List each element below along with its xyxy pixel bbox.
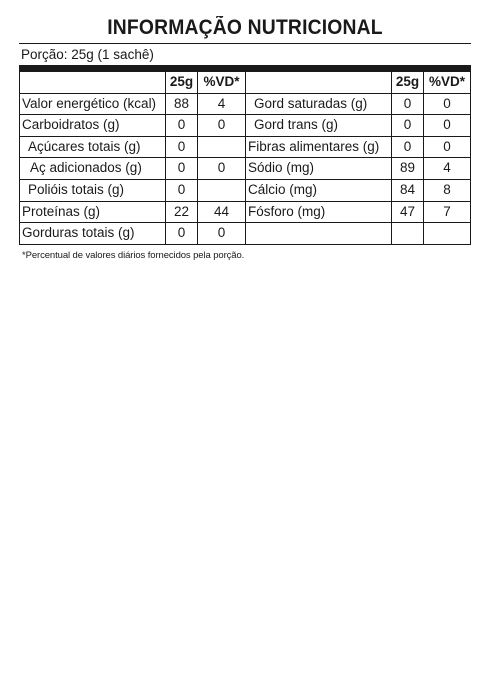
nutrient-name: Sódio (mg) (246, 158, 392, 179)
nutrient-vd (198, 180, 246, 201)
table-row (20, 94, 246, 116)
nutrient-vd: 8 (424, 180, 471, 201)
table-row (246, 202, 471, 224)
nutrient-name: Fibras alimentares (g) (246, 137, 392, 158)
nutrition-table-left (20, 72, 246, 245)
nutrient-name: Polióis totais (g) (20, 180, 166, 201)
nutrient-name: Cálcio (mg) (246, 180, 392, 201)
nutrient-vd: 7 (424, 202, 471, 223)
table-row (246, 223, 471, 245)
nutrient-name: Valor energético (kcal) (20, 94, 166, 115)
footnote: *Percentual de valores diários fornecidos pela porção. (22, 249, 245, 261)
nutrient-amount: 88 (166, 94, 198, 115)
nutrient-amount: 0 (166, 180, 198, 201)
table-row (20, 115, 246, 137)
table-header-row (246, 72, 471, 94)
nutrition-table-right (246, 72, 471, 245)
nutrient-amount: 0 (166, 115, 198, 136)
nutrient-vd: 0 (198, 158, 246, 179)
table-row (20, 202, 246, 224)
nutrient-amount (392, 223, 424, 244)
header-nutrient (246, 72, 392, 93)
nutrition-label (19, 14, 471, 261)
label-title: INFORMAÇÃO NUTRICIONAL (107, 16, 383, 39)
header-amount: 25g (166, 72, 198, 93)
nutrient-amount: 0 (392, 137, 424, 158)
nutrient-vd: 0 (424, 137, 471, 158)
nutrient-vd: 4 (424, 158, 471, 179)
nutrient-vd: 0 (198, 223, 246, 244)
nutrient-name: Aç adicionados (g) (20, 158, 166, 179)
nutrient-amount: 22 (166, 202, 198, 223)
nutrient-vd: 0 (424, 94, 471, 115)
table-row (20, 223, 246, 245)
nutrient-vd: 44 (198, 202, 246, 223)
nutrient-vd: 0 (424, 115, 471, 136)
nutrient-amount: 0 (392, 115, 424, 136)
header-amount: 25g (392, 72, 424, 93)
nutrient-amount: 0 (166, 158, 198, 179)
nutrient-amount: 84 (392, 180, 424, 201)
nutrient-name: Fósforo (mg) (246, 202, 392, 223)
header-vd: %VD* (198, 72, 246, 93)
table-row (246, 137, 471, 159)
nutrient-vd: 4 (198, 94, 246, 115)
nutrient-vd (198, 137, 246, 158)
table-row (20, 137, 246, 159)
table-row (20, 180, 246, 202)
nutrient-amount: 0 (392, 94, 424, 115)
table-row (246, 180, 471, 202)
table-row (20, 158, 246, 180)
header-nutrient (20, 72, 166, 93)
nutrient-name: Gorduras totais (g) (20, 223, 166, 244)
nutrient-name: Açúcares totais (g) (20, 137, 166, 158)
nutrient-name: Gord saturadas (g) (246, 94, 392, 115)
header-vd: %VD* (424, 72, 471, 93)
nutrient-name: Gord trans (g) (246, 115, 392, 136)
nutrient-name (246, 223, 392, 244)
table-row (246, 158, 471, 180)
nutrient-name: Proteínas (g) (20, 202, 166, 223)
nutrition-table (19, 72, 471, 245)
nutrient-amount: 47 (392, 202, 424, 223)
portion-size: Porção: 25g (1 sachê) (21, 47, 154, 62)
table-row (246, 94, 471, 116)
thick-divider (19, 65, 471, 72)
table-header-row (20, 72, 246, 94)
nutrient-name: Carboidratos (g) (20, 115, 166, 136)
nutrient-vd (424, 223, 471, 244)
table-row (246, 115, 471, 137)
nutrient-amount: 0 (166, 223, 198, 244)
nutrient-amount: 0 (166, 137, 198, 158)
nutrient-vd: 0 (198, 115, 246, 136)
nutrient-amount: 89 (392, 158, 424, 179)
